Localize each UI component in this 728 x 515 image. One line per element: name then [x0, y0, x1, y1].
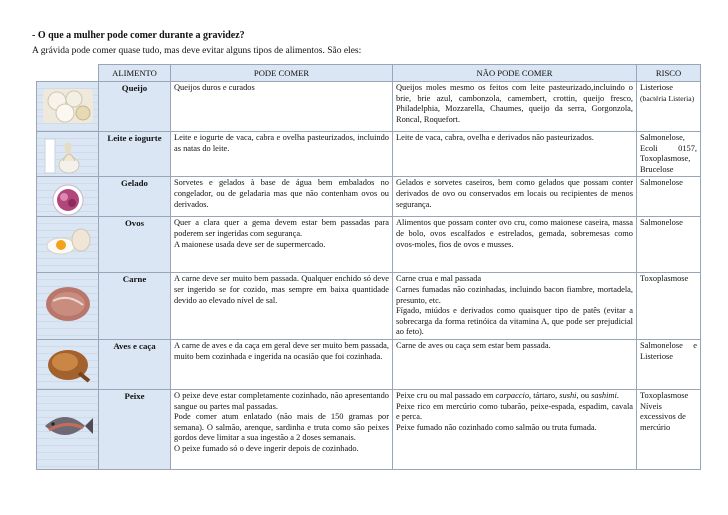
image-cell: [37, 273, 99, 340]
food-name: Ovos: [99, 217, 171, 273]
table-header-row: [37, 65, 701, 82]
fish-icon: [41, 404, 95, 446]
pode-comer-cell: Sorvetes e gelados à base de água bem embalados no congelador, ou de geladaria mas que não contenham ovos ou derivados.: [171, 177, 393, 217]
poultry-icon: [41, 343, 95, 385]
food-name: Peixe: [99, 389, 171, 469]
pode-comer-cell: A carne deve ser muito bem passada. Qualquer enchido só deve ser ingerido se for cozido, mas sempre em baixa quantidade devido ao elevado nível de sal.: [171, 273, 393, 340]
nao-pode-comer-cell: Carne crua e mal passada Carnes fumadas não cozinhadas, incluindo bacon fiambre, mortadela, presunto, etc. Fígado, miúdos e derivados como quaisquer tipo de patês (evitar a sobrecarga da forma retinóica da vitamina A, que pode ser prejudicial ao feto).: [393, 273, 637, 340]
table-row: [37, 132, 701, 177]
table-row: [37, 177, 701, 217]
image-cell: [37, 389, 99, 469]
food-name: Carne: [99, 273, 171, 340]
nao-pode-comer-cell: Peixe cru ou mal passado em carpaccio, tártaro, sushi, ou sashimi. Peixe rico em mercúrio como tubarão, peixe-espada, espadim, cavala e perca. Peixe fumado não cozinhado como salmão ou truta fumada.: [393, 389, 637, 469]
cheese-icon: [41, 85, 95, 127]
image-cell: [37, 132, 99, 177]
table-row: [37, 273, 701, 340]
risco-cell: Salmonelose e Listeriose: [637, 339, 701, 389]
risco-cell: Listeriose (bactéria Listeria): [637, 82, 701, 132]
pode-comer-cell: Leite e iogurte de vaca, cabra e ovelha pasteurizados, incluindo as natas do leite.: [171, 132, 393, 177]
pode-comer-cell: Quer a clara quer a gema devem estar bem passadas para poderem ser ingeridas com segurança. A maionese usada deve ser de supermercado.: [171, 217, 393, 273]
food-name: Gelado: [99, 177, 171, 217]
pode-comer-cell: O peixe deve estar completamente cozinhado, não apresentando sangue ou partes mal passadas. Pode comer atum enlatado (não mais de 150 gramas por semana). O salmão, arenque, sardinha e truta como são peixes gordos deve limitar a sua ingestão a 2 doses semanais. O peixe fumado só o deve ingerir depois de cozinhado.: [171, 389, 393, 469]
risco-cell: Salmonelose: [637, 217, 701, 273]
header-nao-pode-comer: NÃO PODE COMER: [393, 65, 637, 82]
header-pode-comer: PODE COMER: [171, 65, 393, 82]
image-cell: [37, 339, 99, 389]
image-cell: [37, 82, 99, 132]
risco-cell: Salmonelose: [637, 177, 701, 217]
nao-pode-comer-cell: Carne de aves ou caça sem estar bem passada.: [393, 339, 637, 389]
header-alimento: ALIMENTO: [99, 65, 171, 82]
page-title: - O que a mulher pode comer durante a gravidez?: [32, 30, 245, 41]
image-cell: [37, 217, 99, 273]
nao-pode-comer-cell: Queijos moles mesmo os feitos com leite pasteurizado,incluindo o brie, brie azul, cambonzola, camembert, crottin, queijo fresco, Philadelphia, Mozzarella, Chaumes, queijo da serra, Gorgonzola, Roncal, Roquefort.: [393, 82, 637, 132]
header-risco: RISCO: [637, 65, 701, 82]
pode-comer-cell: Queijos duros e curados: [171, 82, 393, 132]
pode-comer-cell: A carne de aves e da caça em geral deve ser muito bem passada, muito bem cozinhada e ingerida na ocasião que foi cozinhada.: [171, 339, 393, 389]
table-row: [37, 217, 701, 273]
nao-pode-comer-cell: Alimentos que possam conter ovo cru, como maionese caseira, massa de bolo, ovos escalfados e estrelados, gemada, sobremesas como ovos-moles, fios de ovos e musses.: [393, 217, 637, 273]
table-row: [37, 389, 701, 469]
table-row: [37, 339, 701, 389]
food-name: Aves e caça: [99, 339, 171, 389]
header-image-cell: [37, 65, 99, 82]
risco-cell: Salmonelose, Ecoli 0157, Toxoplasmose, Brucelose: [637, 132, 701, 177]
risco-cell: Toxoplasmose Níveis excessivos de mercúrio: [637, 389, 701, 469]
meat-icon: [41, 283, 95, 325]
egg-icon: [41, 220, 95, 262]
food-table: [36, 64, 701, 470]
nao-pode-comer-cell: Gelados e sorvetes caseiros, bem como gelados que possam conter derivados de ovo ou conservados em locais ou recipientes de menos segurança.: [393, 177, 637, 217]
image-cell: [37, 177, 99, 217]
table-row: [37, 82, 701, 132]
food-name: Leite e iogurte: [99, 132, 171, 177]
food-name: Queijo: [99, 82, 171, 132]
risco-cell: Toxoplasmose: [637, 273, 701, 340]
nao-pode-comer-cell: Leite de vaca, cabra, ovelha e derivados não pasteurizados.: [393, 132, 637, 177]
milk-icon: [41, 135, 95, 177]
intro-text: A grávida pode comer quase tudo, mas deve evitar alguns tipos de alimentos. São eles:: [32, 46, 362, 56]
